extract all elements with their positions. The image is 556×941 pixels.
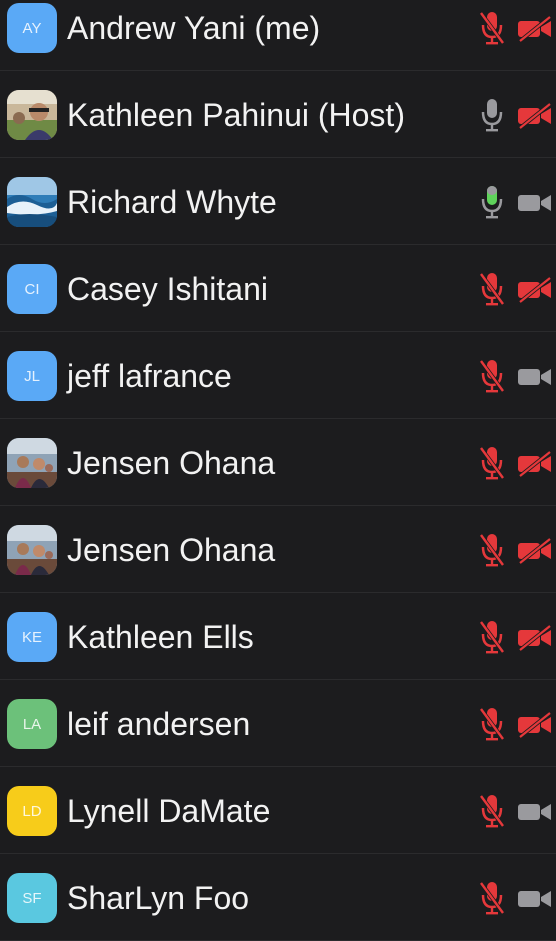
participant-avatar [7, 351, 57, 401]
avatar-initials: CI [24, 280, 40, 298]
participant-row[interactable] [0, 419, 556, 506]
mic-muted-icon[interactable] [478, 706, 506, 742]
avatar-initials: LA [22, 715, 42, 733]
video-icon[interactable] [516, 189, 553, 217]
participant-row[interactable] [0, 680, 556, 767]
video-icon[interactable] [516, 798, 553, 826]
participant-avatar [7, 525, 57, 575]
avatar-initials: SF [22, 889, 42, 907]
avatar-initials: LD [22, 802, 42, 820]
participant-name: Casey Ishitani [67, 271, 268, 307]
mic-muted-icon[interactable] [478, 271, 506, 307]
video-off-icon[interactable] [516, 537, 553, 565]
participant-avatar [7, 612, 57, 662]
participant-row[interactable] [0, 0, 556, 71]
avatar-initials: KE [21, 628, 42, 646]
participant-name: leif andersen [67, 706, 251, 742]
video-off-icon[interactable] [516, 102, 553, 130]
mic-muted-icon[interactable] [478, 880, 506, 916]
participant-name: Jensen Ohana [67, 445, 276, 481]
video-off-icon[interactable] [516, 276, 553, 304]
participant-name: Jensen Ohana [67, 532, 276, 568]
mic-icon[interactable] [478, 184, 506, 220]
video-off-icon[interactable] [516, 450, 553, 478]
video-icon[interactable] [516, 363, 553, 391]
avatar-initials: AY [22, 19, 42, 37]
participant-row[interactable] [0, 506, 556, 593]
mic-muted-icon[interactable] [478, 358, 506, 394]
participant-avatar [7, 438, 57, 488]
video-off-icon[interactable] [516, 711, 553, 739]
mic-muted-icon[interactable] [478, 619, 506, 655]
participant-avatar [7, 264, 57, 314]
participant-row[interactable] [0, 767, 556, 854]
participant-row[interactable] [0, 854, 556, 941]
participant-name: Richard Whyte [67, 184, 277, 220]
participant-name: Kathleen Ells [67, 619, 254, 655]
video-off-icon[interactable] [516, 15, 553, 43]
participant-row[interactable] [0, 245, 556, 332]
participant-avatar [7, 873, 57, 923]
participant-row[interactable] [0, 158, 556, 245]
participant-row[interactable] [0, 332, 556, 419]
participant-name: Kathleen Pahinui (Host) [67, 97, 405, 133]
mic-muted-icon[interactable] [478, 10, 506, 46]
participant-name: jeff lafrance [67, 358, 232, 394]
mic-muted-icon[interactable] [478, 532, 506, 568]
participant-avatar [7, 90, 57, 140]
video-icon[interactable] [516, 885, 553, 913]
participant-avatar [7, 177, 57, 227]
participant-name: Lynell DaMate [67, 793, 271, 829]
participant-name: SharLyn Foo [67, 880, 250, 916]
mic-muted-icon[interactable] [478, 793, 506, 829]
mic-muted-icon[interactable] [478, 445, 506, 481]
participant-name: Andrew Yani (me) [67, 10, 321, 46]
video-off-icon[interactable] [516, 624, 553, 652]
participant-row[interactable] [0, 71, 556, 158]
participant-row[interactable] [0, 593, 556, 680]
participant-avatar [7, 786, 57, 836]
participant-avatar [7, 699, 57, 749]
mic-icon[interactable] [478, 97, 506, 133]
avatar-initials: JL [24, 367, 40, 385]
participant-avatar [7, 3, 57, 53]
